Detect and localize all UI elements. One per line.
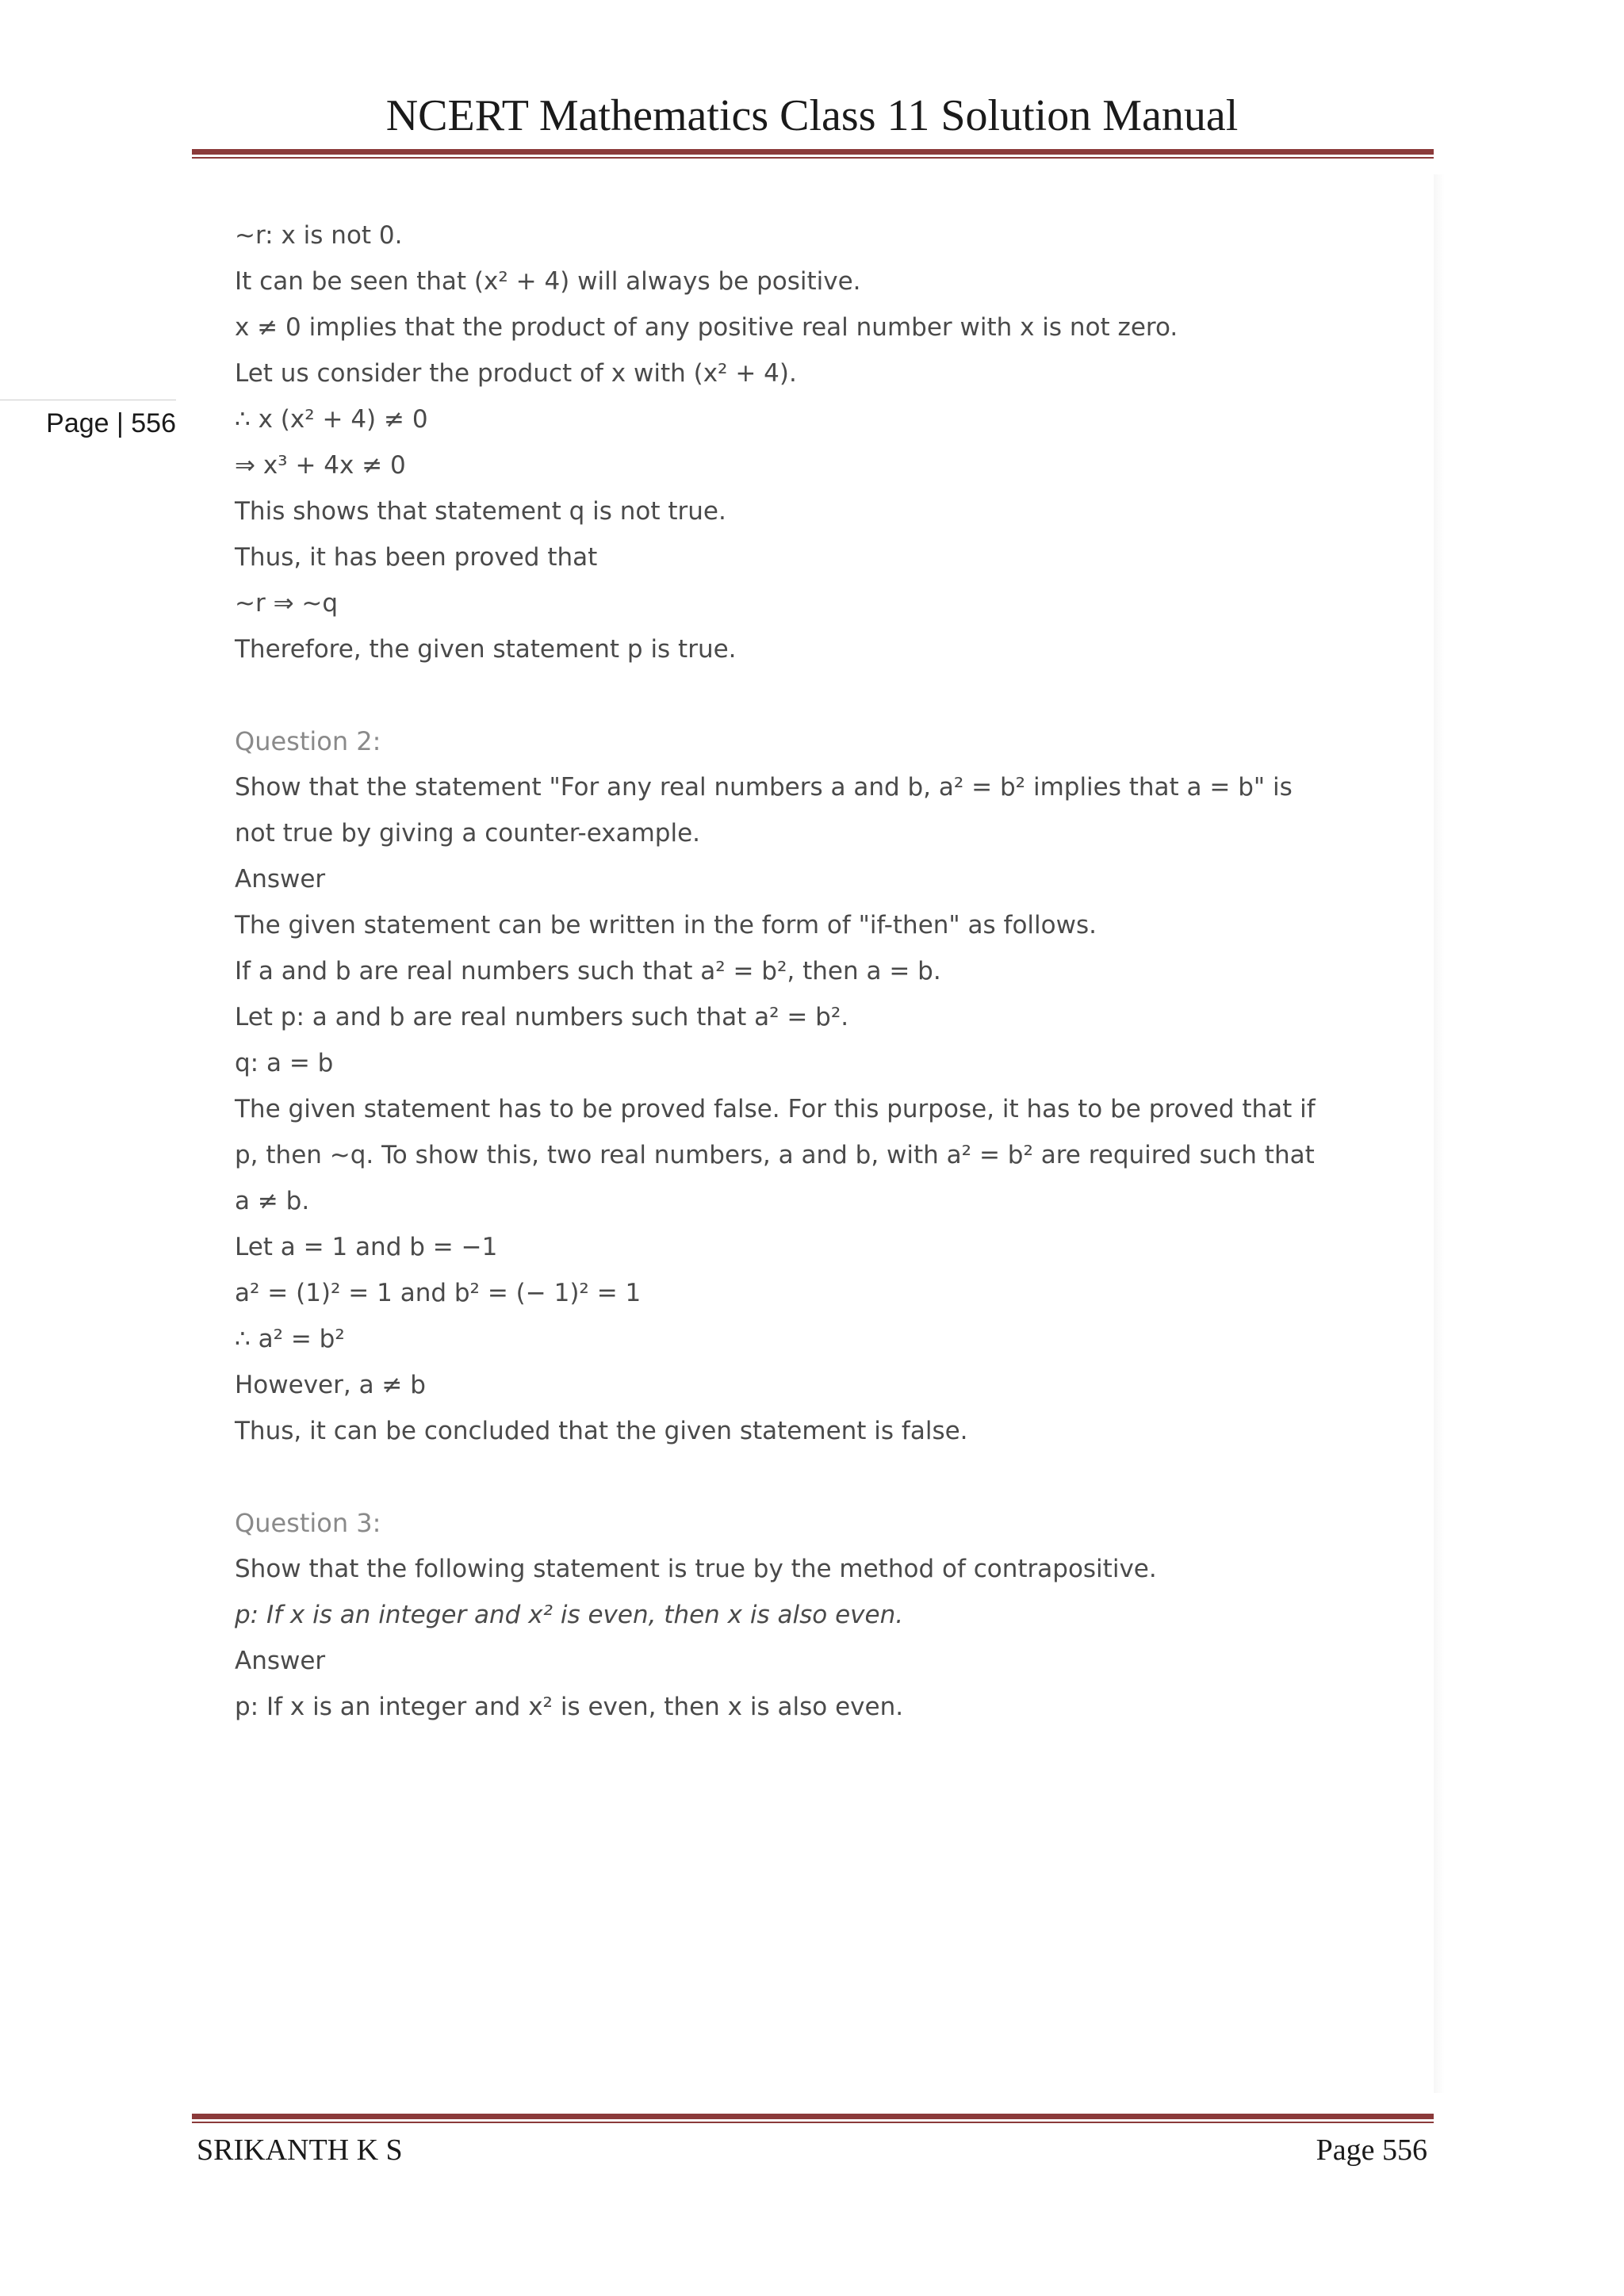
scan-edge-shade [1434,174,1445,2093]
side-page-label: Page | 556 [46,408,176,438]
q2-line: Let p: a and b are real numbers such that a² = b². [235,1003,849,1031]
question-3-heading: Question 3: [235,1508,381,1538]
question-2-heading: Question 2: [235,726,381,756]
q2-line: If a and b are real numbers such that a² = b², then a = b. [235,957,941,985]
q2-line: Let a = 1 and b = −1 [235,1233,498,1261]
q3-line: p: If x is an integer and x² is even, then x is also even. [235,1693,904,1721]
q2-line: Thus, it can be concluded that the given statement is false. [235,1417,968,1445]
q2-line: ∴ a² = b² [235,1325,345,1353]
footer-author: SRIKANTH K S [197,2133,403,2167]
q2-line: q: a = b [235,1049,334,1077]
q2-line: a² = (1)² = 1 and b² = (− 1)² = 1 [235,1279,642,1307]
text-line: x ≠ 0 implies that the product of any positive real number with x is not zero. [235,313,1178,342]
q3-answer-label: Answer [235,1647,326,1675]
text-line: Let us consider the product of x with (x² + 4). [235,359,797,388]
footer-rule [192,2114,1434,2123]
q2-line: p, then ~q. To show this, two real numbers, a and b, with a² = b² are required such that [235,1141,1315,1169]
header-rule [192,149,1434,159]
text-line: Thus, it has been proved that [235,543,598,572]
text-line: ~r: x is not 0. [235,221,403,250]
page-header-title: NCERT Mathematics Class 11 Solution Manual [385,91,1239,140]
text-line: ~r ⇒ ~q [235,589,339,618]
text-line: ∴ x (x² + 4) ≠ 0 [235,405,428,434]
text-line: Therefore, the given statement p is true. [235,635,737,664]
q2-line: The given statement has to be proved false. For this purpose, it has to be proved that if [235,1095,1316,1123]
page-content [235,212,1424,1730]
footer-page-number: Page 556 [1316,2133,1427,2167]
text-line: ⇒ x³ + 4x ≠ 0 [235,451,406,480]
text-line: This shows that statement q is not true. [235,497,726,526]
q3-line: Show that the following statement is true by the method of contrapositive. [235,1555,1157,1583]
q3-line: p: If x is an integer and x² is even, then x is also even. [235,1601,904,1629]
q2-answer-label: Answer [235,865,326,894]
side-page-tab [0,400,176,439]
text-line: It can be seen that (x² + 4) will always be positive. [235,267,861,296]
q2-line: not true by giving a counter-example. [235,819,701,848]
q2-line: The given statement can be written in the form of "if-then" as follows. [235,911,1097,939]
q2-line: Show that the statement "For any real numbers a and b, a² = b² implies that a = b" is [235,773,1293,802]
q2-line: a ≠ b. [235,1187,310,1215]
q2-line: However, a ≠ b [235,1371,426,1399]
